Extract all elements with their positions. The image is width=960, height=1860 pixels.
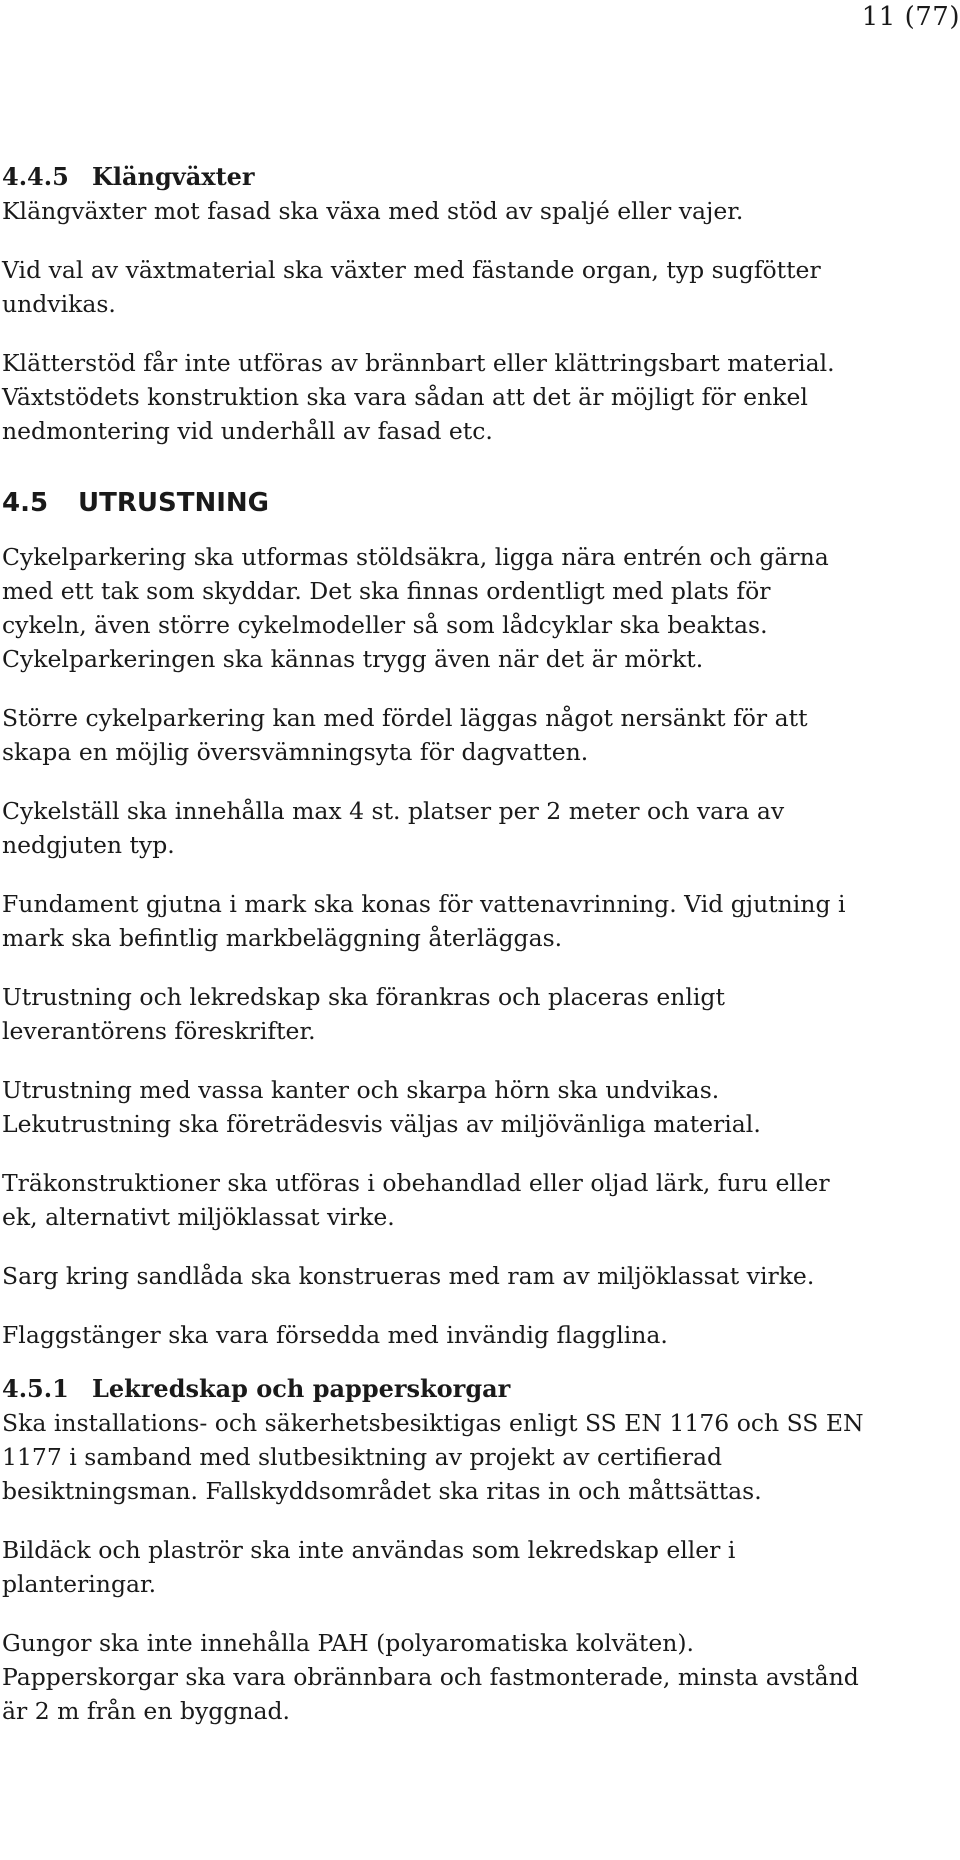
paragraph: Bildäck och plaströr ska inte användas som lekredskap eller i planteringar. (2, 1536, 736, 1598)
page-number: 11 (77) (861, 2, 960, 32)
section-heading-45 (2, 486, 952, 520)
section-number: 4.4.5 (2, 162, 69, 191)
section-number: 4.5 (2, 488, 49, 518)
paragraph: Klätterstöd får inte utföras av brännbart eller klättringsbart material. Växtstödets konstruktion ska vara sådan att det är möjligt för enkel nedmontering vid underhåll av fasad etc. (2, 349, 835, 445)
paragraph: Större cykelparkering kan med fördel läggas något nersänkt för att skapa en möjlig översvämningsyta för dagvatten. (2, 704, 808, 766)
section-title: Klängväxter (92, 162, 255, 191)
section-title: Lekredskap och papperskorgar (92, 1374, 511, 1403)
paragraph: Ska installations- och säkerhetsbesiktigas enligt SS EN 1176 och SS EN 1177 i samband med slutbesiktning av projekt av certifierad besiktningsman. Fallskyddsområdet ska ritas in och måttsättas. (2, 1409, 864, 1505)
paragraph: Cykelparkering ska utformas stöldsäkra, ligga nära entrén och gärna med ett tak som skyddar. Det ska finnas ordentligt med plats för cykeln, även större cykelmodeller så som lådcyklar ska beaktas. Cykelparkeringen ska kännas trygg även när det är mörkt. (2, 543, 829, 673)
paragraph: Klängväxter mot fasad ska växa med stöd av spaljé eller vajer. (2, 197, 744, 225)
paragraph: Fundament gjutna i mark ska konas för vattenavrinning. Vid gjutning i mark ska befintlig markbeläggning återläggas. (2, 890, 846, 952)
document-body (2, 160, 952, 1728)
section-title: UTRUSTNING (78, 488, 269, 518)
paragraph: Vid val av växtmaterial ska växter med fästande organ, typ sugfötter undvikas. (2, 256, 821, 318)
section-heading-451 (2, 1372, 952, 1406)
paragraph: Flaggstänger ska vara försedda med invändig flagglina. (2, 1321, 668, 1349)
paragraph: Gungor ska inte innehålla PAH (polyaromatiska kolväten). Papperskorgar ska vara obrännbara och fastmonterade, minsta avstånd är 2 m från en byggnad. (2, 1629, 859, 1725)
paragraph: Cykelställ ska innehålla max 4 st. platser per 2 meter och vara av nedgjuten typ. (2, 797, 785, 859)
section-heading-445 (2, 160, 952, 194)
paragraph: Träkonstruktioner ska utföras i obehandlad eller oljad lärk, furu eller ek, alternativt miljöklassat virke. (2, 1169, 830, 1231)
paragraph: Utrustning med vassa kanter och skarpa hörn ska undvikas. Lekutrustning ska företrädesvis väljas av miljövänliga material. (2, 1076, 761, 1138)
paragraph: Utrustning och lekredskap ska förankras och placeras enligt leverantörens föreskrifter. (2, 983, 725, 1045)
section-number: 4.5.1 (2, 1374, 69, 1403)
paragraph: Sarg kring sandlåda ska konstrueras med ram av miljöklassat virke. (2, 1262, 815, 1290)
